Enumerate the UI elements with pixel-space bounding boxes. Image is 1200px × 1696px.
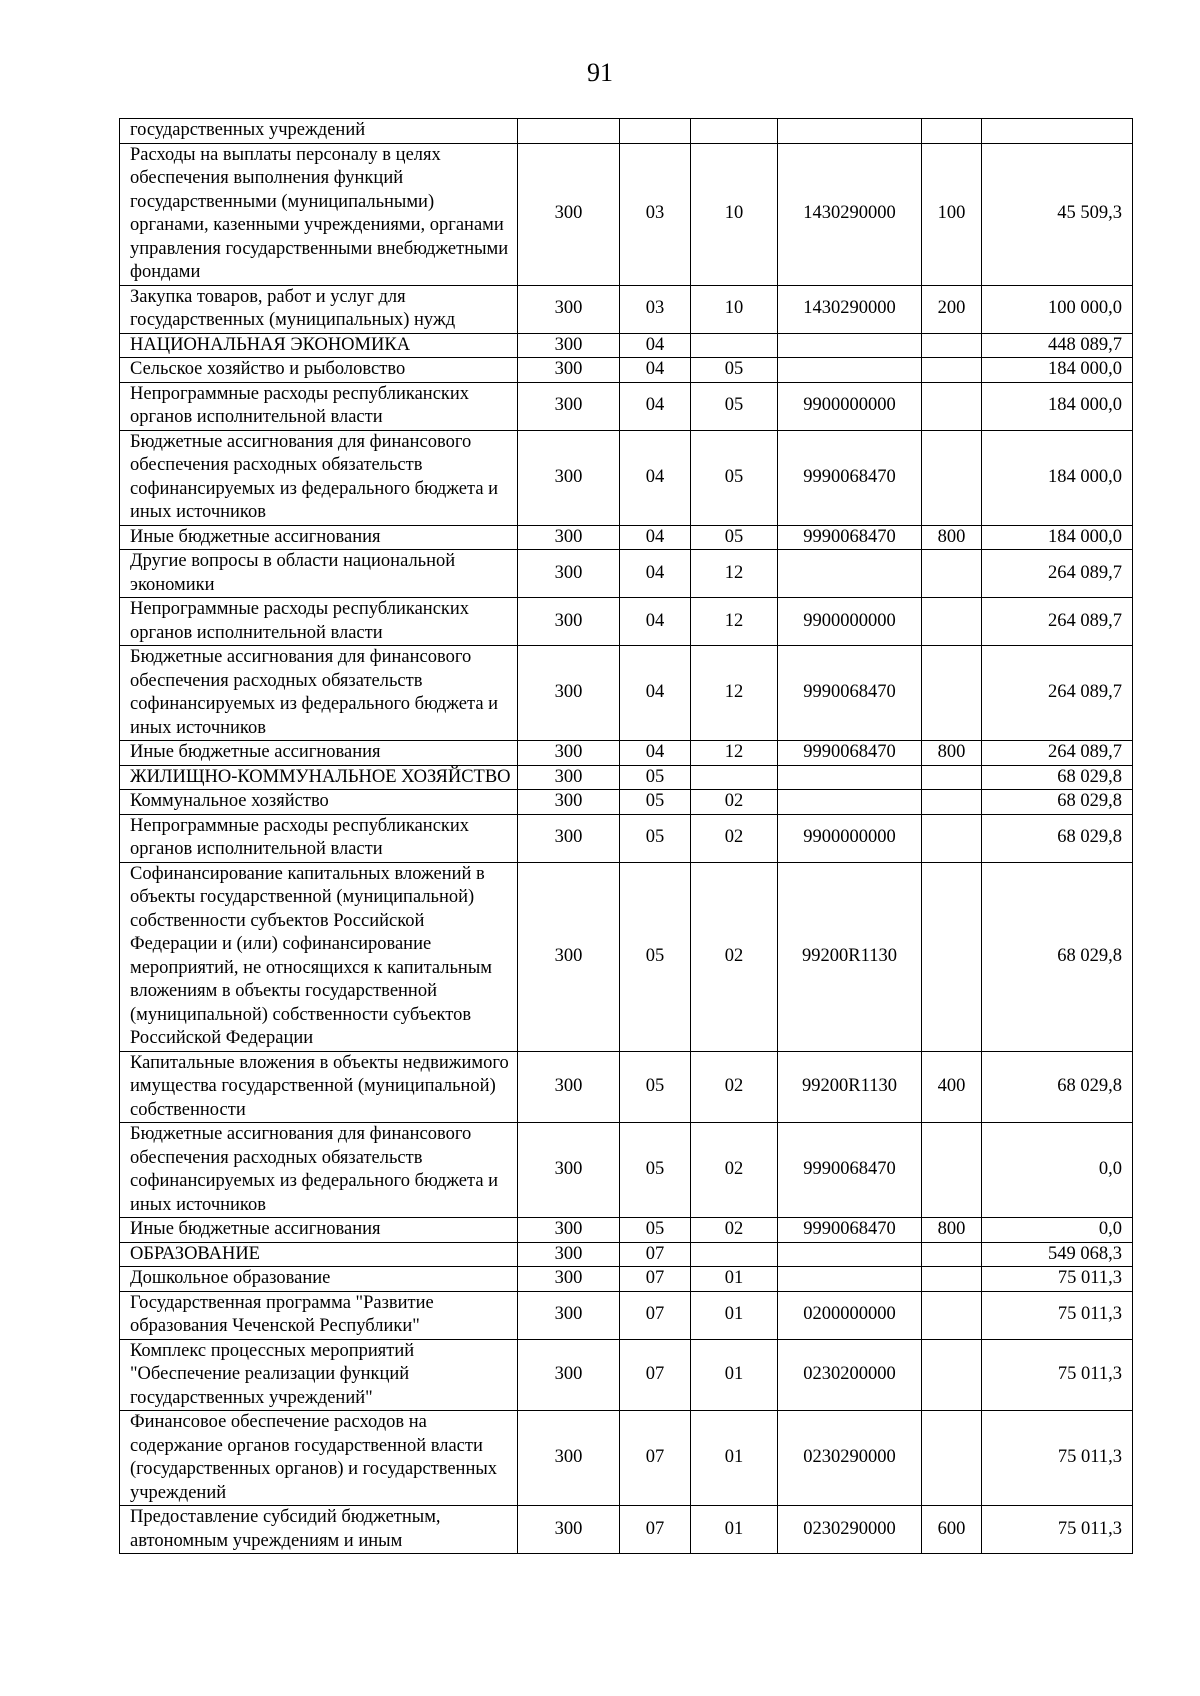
cell-ministry-code: 300 (518, 598, 620, 646)
cell-expense-type-code (922, 646, 982, 741)
cell-amount: 184 000,0 (982, 525, 1133, 550)
cell-item-name: Предоставление субсидий бюджетным, автономным учреждениям и иным (120, 1506, 518, 1554)
cell-target-article-code (778, 550, 922, 598)
cell-amount: 68 029,8 (982, 814, 1133, 862)
table-row (120, 285, 1133, 333)
cell-ministry-code: 300 (518, 1411, 620, 1506)
table-row (120, 1411, 1133, 1506)
cell-item-name: Финансовое обеспечение расходов на содержание органов государственной власти (государственных органов) и государственных учреждений (120, 1411, 518, 1506)
table-row (120, 358, 1133, 383)
cell-amount: 0,0 (982, 1123, 1133, 1218)
cell-amount: 45 509,3 (982, 143, 1133, 285)
cell-item-name: ЖИЛИЩНО-КОММУНАЛЬНОЕ ХОЗЯЙСТВО (120, 765, 518, 790)
cell-item-name: Непрограммные расходы республиканских органов исполнительной власти (120, 814, 518, 862)
table-row (120, 741, 1133, 766)
table-row (120, 862, 1133, 1051)
cell-section-code: 04 (620, 525, 691, 550)
cell-item-name: Комплекс процессных мероприятий "Обеспечение реализации функций государственных учреждений" (120, 1339, 518, 1411)
cell-expense-type-code: 800 (922, 525, 982, 550)
cell-target-article-code: 99200R1130 (778, 1051, 922, 1123)
cell-item-name: Непрограммные расходы республиканских органов исполнительной власти (120, 382, 518, 430)
cell-amount: 75 011,3 (982, 1291, 1133, 1339)
cell-target-article-code (778, 790, 922, 815)
table-row (120, 1339, 1133, 1411)
cell-amount: 75 011,3 (982, 1267, 1133, 1292)
cell-amount: 75 011,3 (982, 1411, 1133, 1506)
cell-target-article-code: 1430290000 (778, 285, 922, 333)
cell-target-article-code: 0230290000 (778, 1411, 922, 1506)
cell-ministry-code: 300 (518, 333, 620, 358)
cell-target-article-code: 99200R1130 (778, 862, 922, 1051)
cell-section-code: 05 (620, 1051, 691, 1123)
cell-expense-type-code: 400 (922, 1051, 982, 1123)
cell-subsection-code: 05 (691, 382, 778, 430)
cell-expense-type-code (922, 790, 982, 815)
cell-ministry-code: 300 (518, 1291, 620, 1339)
cell-section-code: 04 (620, 430, 691, 525)
table-row (120, 143, 1133, 285)
cell-ministry-code: 300 (518, 1123, 620, 1218)
cell-amount: 184 000,0 (982, 430, 1133, 525)
cell-section-code: 04 (620, 382, 691, 430)
cell-ministry-code: 300 (518, 550, 620, 598)
cell-amount: 264 089,7 (982, 550, 1133, 598)
cell-item-name: Другие вопросы в области национальной экономики (120, 550, 518, 598)
table-row (120, 1218, 1133, 1243)
table-row (120, 1291, 1133, 1339)
cell-item-name: Капитальные вложения в объекты недвижимого имущества государственной (муниципальной) собственности (120, 1051, 518, 1123)
cell-target-article-code (778, 358, 922, 383)
budget-table (119, 118, 1133, 1554)
cell-amount: 75 011,3 (982, 1506, 1133, 1554)
cell-amount: 264 089,7 (982, 598, 1133, 646)
cell-item-name: Коммунальное хозяйство (120, 790, 518, 815)
cell-item-name: Расходы на выплаты персоналу в целях обеспечения выполнения функций государственными (муниципальными) органами, казенными учреждениями, органами управления государственными внебюджетными фондами (120, 143, 518, 285)
cell-subsection-code: 02 (691, 790, 778, 815)
cell-ministry-code: 300 (518, 1051, 620, 1123)
cell-ministry-code: 300 (518, 430, 620, 525)
cell-subsection-code: 01 (691, 1411, 778, 1506)
cell-expense-type-code: 200 (922, 285, 982, 333)
cell-ministry-code: 300 (518, 1218, 620, 1243)
table-row (120, 814, 1133, 862)
cell-amount: 264 089,7 (982, 646, 1133, 741)
budget-table-body (120, 119, 1133, 1554)
cell-section-code: 04 (620, 646, 691, 741)
cell-amount: 100 000,0 (982, 285, 1133, 333)
cell-amount (982, 119, 1133, 144)
cell-expense-type-code (922, 333, 982, 358)
cell-expense-type-code (922, 1411, 982, 1506)
cell-item-name: Государственная программа "Развитие образования Чеченской Республики" (120, 1291, 518, 1339)
cell-target-article-code: 9990068470 (778, 646, 922, 741)
cell-target-article-code: 9900000000 (778, 598, 922, 646)
cell-target-article-code (778, 1267, 922, 1292)
cell-amount: 75 011,3 (982, 1339, 1133, 1411)
table-row (120, 550, 1133, 598)
table-row (120, 382, 1133, 430)
cell-ministry-code: 300 (518, 646, 620, 741)
cell-subsection-code: 12 (691, 741, 778, 766)
cell-expense-type-code (922, 382, 982, 430)
cell-section-code: 04 (620, 550, 691, 598)
cell-target-article-code (778, 1242, 922, 1267)
table-row (120, 525, 1133, 550)
table-row (120, 598, 1133, 646)
cell-amount: 184 000,0 (982, 358, 1133, 383)
cell-ministry-code: 300 (518, 765, 620, 790)
cell-subsection-code (691, 119, 778, 144)
cell-subsection-code: 05 (691, 525, 778, 550)
cell-item-name: Бюджетные ассигнования для финансового обеспечения расходных обязательств софинансируемых из федерального бюджета и иных источников (120, 430, 518, 525)
cell-item-name: Бюджетные ассигнования для финансового обеспечения расходных обязательств софинансируемых из федерального бюджета и иных источников (120, 646, 518, 741)
cell-ministry-code (518, 119, 620, 144)
cell-section-code: 07 (620, 1339, 691, 1411)
cell-amount: 68 029,8 (982, 1051, 1133, 1123)
cell-amount: 68 029,8 (982, 765, 1133, 790)
cell-target-article-code: 0200000000 (778, 1291, 922, 1339)
table-row (120, 1242, 1133, 1267)
cell-section-code: 05 (620, 862, 691, 1051)
cell-amount: 0,0 (982, 1218, 1133, 1243)
cell-section-code: 07 (620, 1267, 691, 1292)
cell-item-name: Сельское хозяйство и рыболовство (120, 358, 518, 383)
cell-item-name: Закупка товаров, работ и услуг для государственных (муниципальных) нужд (120, 285, 518, 333)
cell-item-name: государственных учреждений (120, 119, 518, 144)
table-row (120, 430, 1133, 525)
cell-ministry-code: 300 (518, 1339, 620, 1411)
cell-ministry-code: 300 (518, 1242, 620, 1267)
cell-target-article-code: 9990068470 (778, 1218, 922, 1243)
cell-ministry-code: 300 (518, 1267, 620, 1292)
cell-expense-type-code (922, 862, 982, 1051)
cell-section-code: 04 (620, 741, 691, 766)
cell-subsection-code: 02 (691, 1218, 778, 1243)
cell-subsection-code: 10 (691, 285, 778, 333)
cell-ministry-code: 300 (518, 285, 620, 333)
cell-item-name: Иные бюджетные ассигнования (120, 741, 518, 766)
cell-subsection-code (691, 765, 778, 790)
cell-ministry-code: 300 (518, 814, 620, 862)
cell-amount: 68 029,8 (982, 862, 1133, 1051)
cell-expense-type-code (922, 119, 982, 144)
cell-subsection-code: 02 (691, 814, 778, 862)
cell-section-code: 05 (620, 765, 691, 790)
cell-item-name: Иные бюджетные ассигнования (120, 525, 518, 550)
table-row (120, 119, 1133, 144)
cell-subsection-code: 02 (691, 1051, 778, 1123)
table-row (120, 1051, 1133, 1123)
cell-expense-type-code (922, 1267, 982, 1292)
cell-ministry-code: 300 (518, 382, 620, 430)
cell-ministry-code: 300 (518, 1506, 620, 1554)
cell-subsection-code: 12 (691, 550, 778, 598)
cell-subsection-code: 05 (691, 358, 778, 383)
cell-section-code: 07 (620, 1242, 691, 1267)
cell-target-article-code: 9990068470 (778, 430, 922, 525)
table-row (120, 1123, 1133, 1218)
cell-target-article-code (778, 333, 922, 358)
cell-expense-type-code (922, 1339, 982, 1411)
cell-item-name: ОБРАЗОВАНИЕ (120, 1242, 518, 1267)
cell-section-code: 07 (620, 1291, 691, 1339)
cell-subsection-code (691, 333, 778, 358)
cell-ministry-code: 300 (518, 358, 620, 383)
table-row (120, 765, 1133, 790)
cell-expense-type-code (922, 1242, 982, 1267)
cell-subsection-code: 02 (691, 862, 778, 1051)
cell-target-article-code (778, 119, 922, 144)
cell-item-name: Непрограммные расходы республиканских органов исполнительной власти (120, 598, 518, 646)
cell-ministry-code: 300 (518, 525, 620, 550)
cell-target-article-code: 1430290000 (778, 143, 922, 285)
cell-section-code: 05 (620, 790, 691, 815)
page-number: 91 (587, 58, 613, 87)
cell-expense-type-code (922, 550, 982, 598)
cell-target-article-code: 9900000000 (778, 814, 922, 862)
cell-subsection-code: 01 (691, 1291, 778, 1339)
table-row (120, 790, 1133, 815)
cell-target-article-code: 9990068470 (778, 741, 922, 766)
cell-ministry-code: 300 (518, 741, 620, 766)
table-row (120, 333, 1133, 358)
cell-target-article-code: 0230200000 (778, 1339, 922, 1411)
cell-item-name: Иные бюджетные ассигнования (120, 1218, 518, 1243)
cell-subsection-code: 01 (691, 1506, 778, 1554)
cell-amount: 264 089,7 (982, 741, 1133, 766)
cell-section-code: 05 (620, 1123, 691, 1218)
cell-amount: 68 029,8 (982, 790, 1133, 815)
cell-expense-type-code (922, 1123, 982, 1218)
cell-section-code: 03 (620, 285, 691, 333)
cell-expense-type-code (922, 430, 982, 525)
cell-subsection-code: 12 (691, 646, 778, 741)
cell-target-article-code: 9990068470 (778, 1123, 922, 1218)
cell-target-article-code: 9900000000 (778, 382, 922, 430)
cell-expense-type-code (922, 765, 982, 790)
cell-amount: 448 089,7 (982, 333, 1133, 358)
cell-expense-type-code (922, 1291, 982, 1339)
cell-subsection-code: 02 (691, 1123, 778, 1218)
cell-target-article-code: 9990068470 (778, 525, 922, 550)
cell-expense-type-code (922, 814, 982, 862)
cell-section-code: 04 (620, 333, 691, 358)
cell-ministry-code: 300 (518, 790, 620, 815)
cell-target-article-code: 0230290000 (778, 1506, 922, 1554)
cell-subsection-code: 01 (691, 1339, 778, 1411)
table-row (120, 646, 1133, 741)
cell-expense-type-code: 600 (922, 1506, 982, 1554)
cell-ministry-code: 300 (518, 862, 620, 1051)
cell-section-code: 05 (620, 814, 691, 862)
cell-section-code: 07 (620, 1411, 691, 1506)
cell-section-code: 04 (620, 598, 691, 646)
cell-subsection-code: 10 (691, 143, 778, 285)
cell-item-name: Дошкольное образование (120, 1267, 518, 1292)
cell-amount: 184 000,0 (982, 382, 1133, 430)
cell-item-name: НАЦИОНАЛЬНАЯ ЭКОНОМИКА (120, 333, 518, 358)
cell-section-code: 05 (620, 1218, 691, 1243)
cell-ministry-code: 300 (518, 143, 620, 285)
cell-subsection-code: 01 (691, 1267, 778, 1292)
cell-section-code: 07 (620, 1506, 691, 1554)
cell-subsection-code: 05 (691, 430, 778, 525)
table-row (120, 1506, 1133, 1554)
cell-expense-type-code: 800 (922, 741, 982, 766)
cell-expense-type-code (922, 598, 982, 646)
cell-expense-type-code: 100 (922, 143, 982, 285)
cell-subsection-code: 12 (691, 598, 778, 646)
cell-item-name: Бюджетные ассигнования для финансового обеспечения расходных обязательств софинансируемых из федерального бюджета и иных источников (120, 1123, 518, 1218)
cell-section-code: 04 (620, 358, 691, 383)
cell-subsection-code (691, 1242, 778, 1267)
cell-expense-type-code (922, 358, 982, 383)
cell-section-code (620, 119, 691, 144)
cell-section-code: 03 (620, 143, 691, 285)
table-row (120, 1267, 1133, 1292)
cell-expense-type-code: 800 (922, 1218, 982, 1243)
cell-item-name: Софинансирование капитальных вложений в объекты государственной (муниципальной) собственности субъектов Российской Федерации и (или) софинансирование мероприятий, не относящихся к капитальным вложениям в объекты государственной (муниципальной) собственности субъектов Российской Федерации (120, 862, 518, 1051)
cell-target-article-code (778, 765, 922, 790)
cell-amount: 549 068,3 (982, 1242, 1133, 1267)
